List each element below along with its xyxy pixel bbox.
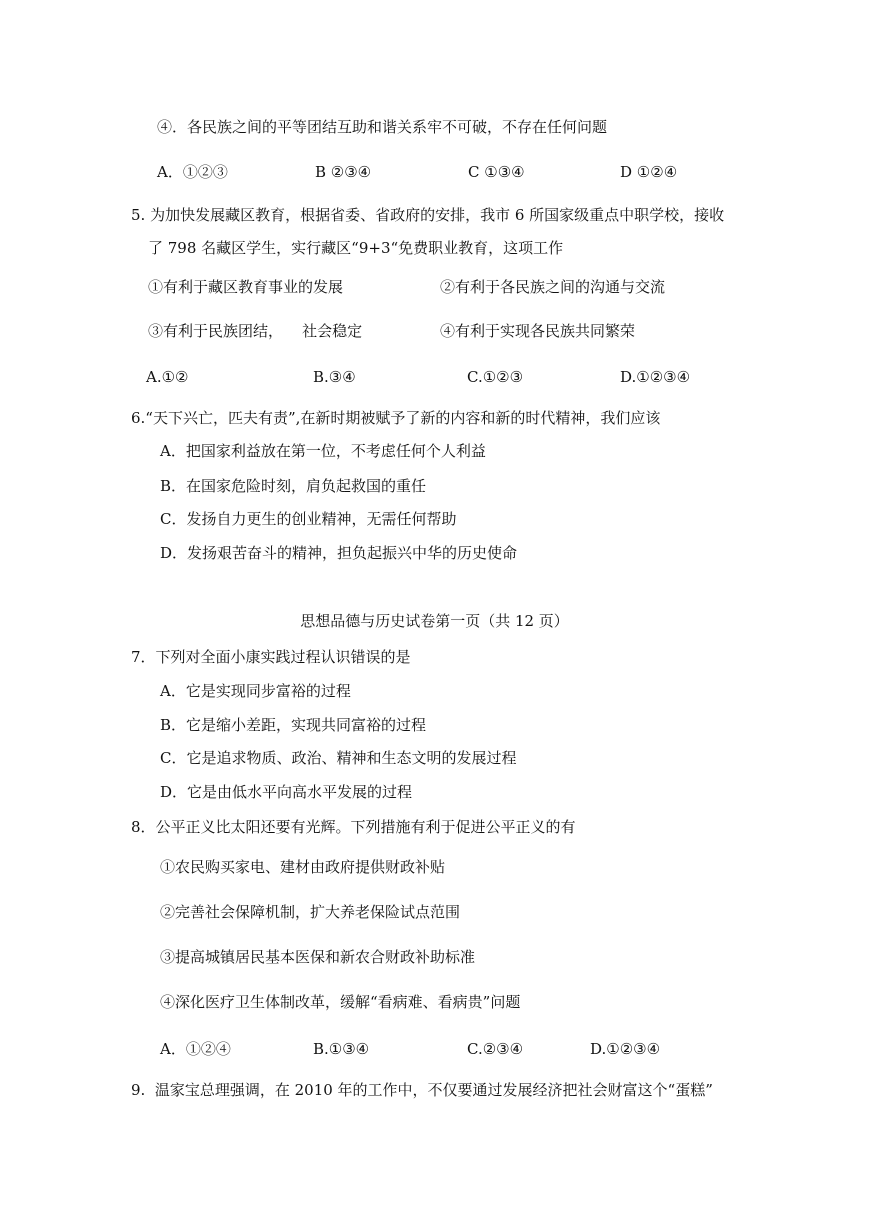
q7-option-a: A．它是实现同步富裕的过程: [160, 682, 351, 700]
q8-statement-2: ②完善社会保障机制，扩大养老保险试点范围: [160, 903, 461, 921]
q7-option-b: B．它是缩小差距，实现共同富裕的过程: [160, 716, 427, 734]
q5-option-a: A.①②: [146, 368, 189, 386]
q8-statement-4: ④深化医疗卫生体制改革，缓解“看病难、看病贵”问题: [160, 993, 521, 1011]
q8-statement-1: ①农民购买家电、建材由政府提供财政补贴: [160, 858, 446, 876]
q8-option-c: C.②③④: [467, 1040, 524, 1058]
q8-option-d: D.①②③④: [590, 1040, 661, 1058]
q8-statement-3: ③提高城镇居民基本医保和新农合财政补助标准: [160, 948, 476, 966]
q6-option-b: B．在国家危险时刻，肩负起救国的重任: [160, 477, 427, 495]
q4-option-d: D ①②④: [620, 163, 678, 181]
q5-option-c: C.①②③: [467, 368, 524, 386]
q5-statement-4: ④有利于实现各民族共同繁荣: [440, 322, 636, 340]
q5-statement-3: ③有利于民族团结， 社会稳定: [148, 322, 363, 340]
q6-option-d: D．发扬艰苦奋斗的精神，担负起振兴中华的历史使命: [160, 544, 518, 562]
q6-option-a: A．把国家利益放在第一位，不考虑任何个人利益: [160, 442, 486, 460]
q7-option-c: C．它是追求物质、政治、精神和生态文明的发展过程: [160, 749, 517, 767]
q5-statement-2: ②有利于各民族之间的沟通与交流: [440, 278, 666, 296]
q5-option-b: B.③④: [313, 368, 356, 386]
page-footer: 思想品德与历史试卷第一页（共 12 页）: [300, 612, 569, 630]
q7-stem: 7．下列对全面小康实践过程认识错误的是: [131, 648, 411, 666]
q6-stem: 6.“天下兴亡，匹夫有责”,在新时期被赋予了新的内容和新的时代精神，我们应该: [131, 409, 661, 427]
q8-stem: 8．公平正义比太阳还要有光辉。下列措施有利于促进公平正义的有: [131, 818, 576, 836]
q8-option-b: B.①③④: [313, 1040, 370, 1058]
q9-stem: 9. 温家宝总理强调，在 2010 年的工作中，不仅要通过发展经济把社会财富这个“蛋糕”: [131, 1081, 713, 1099]
q4-option-b: B ②③④: [315, 163, 372, 181]
q6-option-c: C．发扬自力更生的创业精神，无需任何帮助: [160, 510, 457, 528]
q4-option-a: A．①②③: [157, 163, 228, 181]
q5-statement-1: ①有利于藏区教育事业的发展: [148, 278, 344, 296]
q8-option-a: A．①②④: [160, 1040, 231, 1058]
q5-stem-line1: 5. 为加快发展藏区教育，根据省委、省政府的安排，我市 6 所国家级重点中职学校，接收: [131, 206, 725, 224]
q7-option-d: D．它是由低水平向高水平发展的过程: [160, 783, 413, 801]
q5-stem-line2: 了 798 名藏区学生，实行藏区“9+3“免费职业教育，这项工作: [148, 239, 564, 257]
q4-statement-4: ④．各民族之间的平等团结互助和谐关系牢不可破，不存在任何问题: [157, 118, 608, 136]
q4-option-c: C ①③④: [468, 163, 525, 181]
q5-option-d: D.①②③④: [620, 368, 691, 386]
